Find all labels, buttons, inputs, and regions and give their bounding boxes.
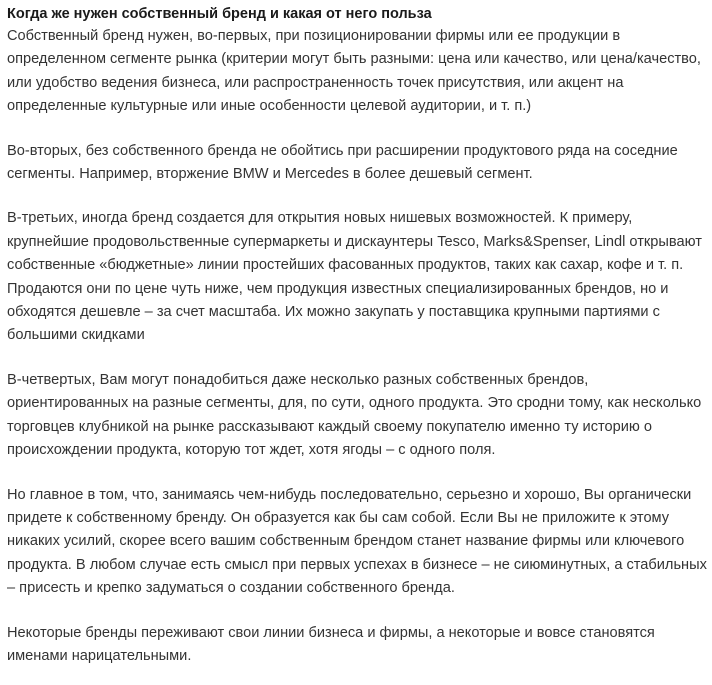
article-paragraph-1: Собственный бренд нужен, во-первых, при позиционировании фирмы или ее продукции в определенном сегменте рынка (критерии могут быть разными: цена или качество, или цена/качество, или удобство ведения бизнеса, или распространенность точек присутствия, или акцент на определенные культурные или иные особенности целевой аудитории, и т. п.): [7, 28, 701, 115]
article-paragraph-3: В-третьих, иногда бренд создается для открытия новых нишевых возможностей. К примеру, крупнейшие продовольственные супермаркеты и дискаунтеры Tesco, Marks&Spenser, Lindl открывают собственные «бюджетные» линии простейших фасованных продуктов, таких как сахар, кофе и т. п. Продаются они по цене чуть ниже, чем продукция известных специализированных брендов, но и обходятся дешевле – за счет масштаба. Их можно закупать у поставщика крупными партиями с большими скидками: [7, 210, 702, 344]
article-paragraph-6: Некоторые бренды переживают свои линии бизнеса и фирмы, а некоторые и вовсе становятся именами нарицательными.: [7, 624, 655, 664]
article-paragraph-5: Но главное в том, что, занимаясь чем-нибудь последовательно, серьезно и хорошо, Вы органически придете к собственному бренду. Он образуется как бы сам собой. Если Вы не приложите к этому никаких усилий, скорее всего вашим собственным брендом станет название фирмы или ключевого продукта. В любом случае есть смысл при первых успехах в бизнесе – не сиюминутных, а стабильных – присесть и крепко задуматься о создании собственного бренда.: [7, 486, 707, 597]
article-heading: Когда же нужен собственный бренд и какая от него польза: [7, 6, 432, 22]
article-paragraph-4: В-четвертых, Вам могут понадобиться даже несколько разных собственных брендов, ориентированных на разные сегменты, для, по сути, одного продукта. Это сродни тому, как несколько торговцев клубникой на рынке рассказывают каждый своему покупателю именно ту историю о происхождении продукта, которую тот ждет, хотя ягоды – с одного поля.: [7, 371, 702, 459]
article-paragraph-2: Во-вторых, без собственного бренда не обойтись при расширении продуктового ряда на соседние сегменты. Например, вторжение BMW и Mercedes в более дешевый сегмент.: [7, 142, 678, 183]
